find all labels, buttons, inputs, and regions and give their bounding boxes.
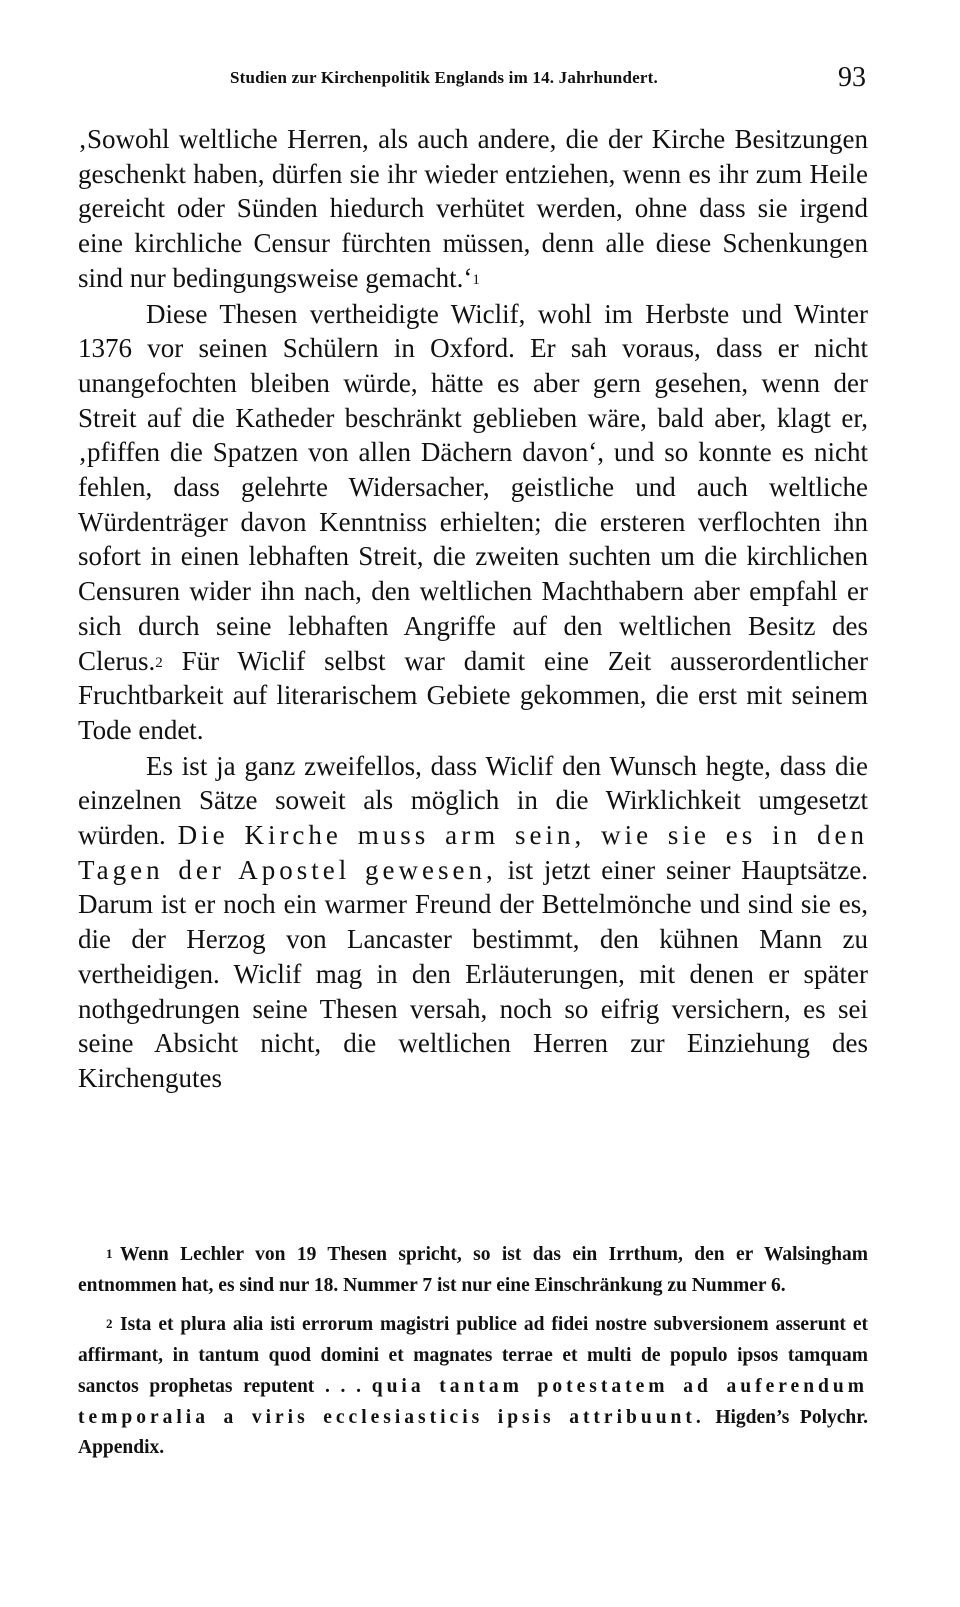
paragraph-3 [78, 749, 868, 1096]
footnote-2-text-a: Ista et plura alia isti errorum magistri publice ad fidei nostre subversionem asserunt et affirmant, in tantum quod domini et magnates terrae et multi de populo ipsos tamquam sanctos prophetas reputent . . . [78, 1314, 868, 1397]
paragraph-1 [78, 122, 868, 296]
footnote-2 [78, 1310, 868, 1464]
main-text [78, 122, 868, 1096]
paragraph-2 [78, 297, 868, 748]
paragraph-1-text: ‚Sowohl weltliche Herren, als auch andere, die der Kirche Besitzungen geschenkt haben, dürfen sie ihr wieder entziehen, wenn es ihr zum Heile gereicht oder Sünden hiedurch verhütet werden, ohne dass sie irgend eine kirchliche Censur fürchten müssen, denn alle diese Schenkungen sind nur bedingungsweise gemacht.‘ [78, 124, 868, 293]
running-header [78, 64, 868, 96]
running-title: Studien zur Kirchenpolitik Englands im 14. Jahrhundert. [230, 68, 658, 87]
paragraph-2-text-a: Diese Thesen vertheidigte Wiclif, wohl im Herbste und Winter 1376 vor seinen Schülern in Oxford. Er sah voraus, dass er nicht unangefochten bleiben würde, hätte es aber gern gesehen, wenn der Streit auf die Katheder beschränkt geblieben wäre, bald aber, klagt er, ‚pfiffen die Spatzen von allen Dächern davon‘, und so konnte es nicht fehlen, dass gelehrte Widersacher, geistliche und auch weltliche Würdenträger davon Kenntniss erhielten; die ersteren verflochten ihn sofort in einen lebhaften Streit, die zweiten suchten um die kirchlichen Censuren wider ihn nach, den weltlichen Machthabern aber empfahl er sich durch seine lebhaften Angriffe auf den weltlichen Besitz des Clerus. [78, 298, 868, 676]
paragraph-3-text-a: Es ist ja ganz zweifellos, dass Wiclif den Wunsch hegte, dass die einzelnen Sätze soweit als möglich in die Wirklichkeit umgesetzt würden. [78, 750, 868, 851]
footnote-1 [78, 1240, 868, 1301]
footnote-ref-2: 2 [155, 654, 163, 671]
paragraph-3-emphasis: Die Kirche muss arm sein, wie sie es in den Tagen der Apostel gewesen, [78, 820, 868, 885]
footnotes [78, 1240, 868, 1464]
footnote-2-text-b: Higden’s Polychr. Appendix. [78, 1406, 869, 1459]
footnote-2-emphasis: quia tantam potestatem ad auferendum temporalia a viris ecclesiasticis ipsis attribuunt. [78, 1375, 868, 1428]
page-number: 93 [838, 62, 866, 93]
footnote-1-text: Wenn Lechler von 19 Thesen spricht, so ist das ein Irrthum, den er Walsingham entnommen hat, es sind nur 18. Nummer 7 ist nur eine Einschränkung zu Nummer 6. [78, 1244, 868, 1296]
footnote-1-mark: 1 [106, 1246, 113, 1261]
footnote-2-mark: 2 [106, 1316, 113, 1332]
paragraph-3-text-b: ist jetzt einer seiner Hauptsätze. Darum ist er noch ein warmer Freund der Bettelmönche und sind sie es, die der Herzog von Lancaster bestimmt, den kühnen Mann zu vertheidigen. Wiclif mag in den Erläuterungen, mit denen er später nothgedrungen seine Thesen versah, noch so eifrig versichern, es sei seine Absicht nicht, die weltlichen Herren zur Einziehung des Kirchengutes [78, 854, 868, 1093]
paragraph-2-text-b: Für Wiclif selbst war damit eine Zeit ausserordentlicher Fruchtbarkeit auf literarischem Gebiete gekommen, die erst mit seinem Tode endet. [78, 645, 868, 745]
footnote-ref-1: 1 [472, 271, 480, 288]
